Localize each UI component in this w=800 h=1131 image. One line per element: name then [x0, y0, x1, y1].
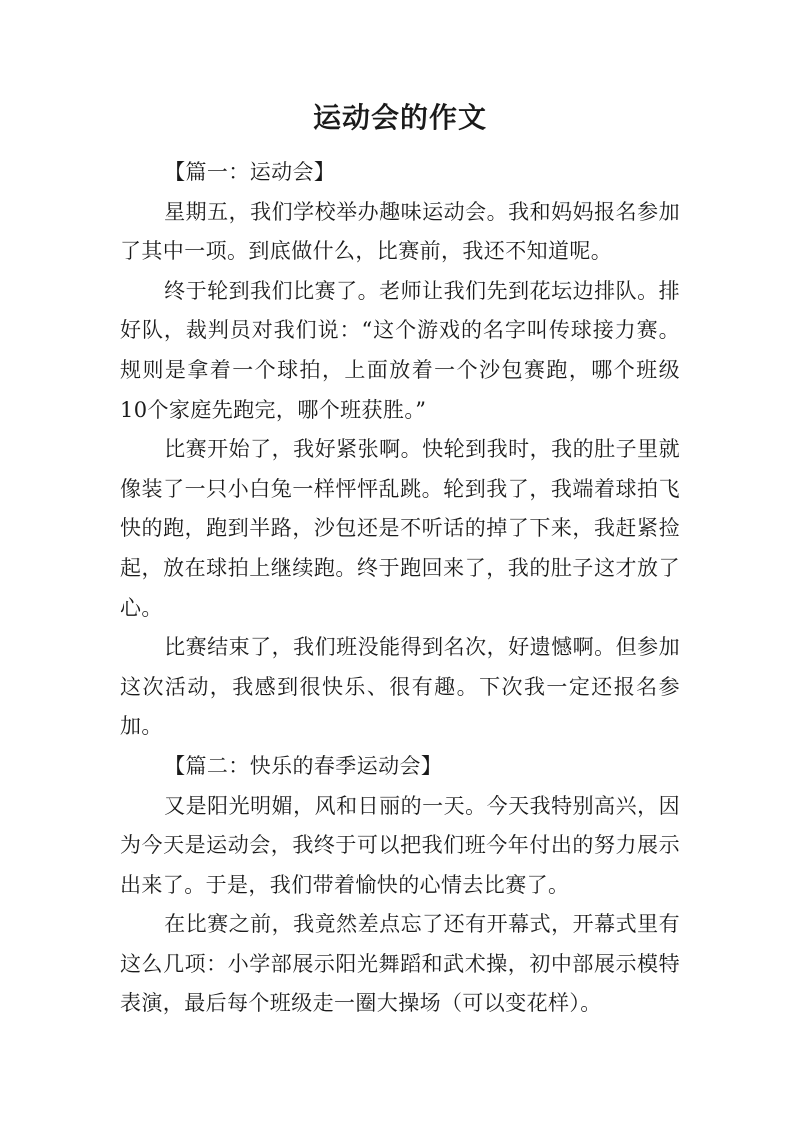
- paragraph: 比赛结束了，我们班没能得到名次，好遗憾啊。但参加这次活动，我感到很快乐、很有趣。下次我一定还报名参加。: [120, 635, 680, 739]
- document-title: 运动会的作文: [312, 101, 487, 134]
- paragraph: 在比赛之前，我竟然差点忘了还有开幕式，开幕式里有这么几项：小学部展示阳光舞蹈和武术操，初中部展示模特表演，最后每个班级走一圈大操场（可以变花样）。: [120, 912, 680, 1016]
- paragraph: 比赛开始了，我好紧张啊。快轮到我时，我的肚子里就像装了一只小白兔一样怦怦乱跳。轮到我了，我端着球拍飞快的跑，跑到半路，沙包还是不听话的掉了下来，我赶紧捡起，放在球拍上继续跑。终于跑回来了，我的肚子这才放了心。: [120, 437, 680, 620]
- section-heading-1: 【篇一：运动会】: [164, 160, 336, 184]
- paragraph: 星期五，我们学校举办趣味运动会。我和妈妈报名参加了其中一项。到底做什么，比赛前，我还不知道呢。: [120, 199, 680, 264]
- document-body: [120, 153, 680, 1024]
- paragraph: 终于轮到我们比赛了。老师让我们先到花坛边排队。排好队，裁判员对我们说：“这个游戏的名字叫传球接力赛。规则是拿着一个球拍，上面放着一个沙包赛跑，哪个班级10个家庭先跑完，哪个班获胜。”: [120, 278, 680, 422]
- paragraph: 又是阳光明媚，风和日丽的一天。今天我特别高兴，因为今天是运动会，我终于可以把我们班今年付出的努力展示出来了。于是，我们带着愉快的心情去比赛了。: [120, 793, 680, 897]
- section-heading-2: 【篇二：快乐的春季运动会】: [164, 753, 443, 778]
